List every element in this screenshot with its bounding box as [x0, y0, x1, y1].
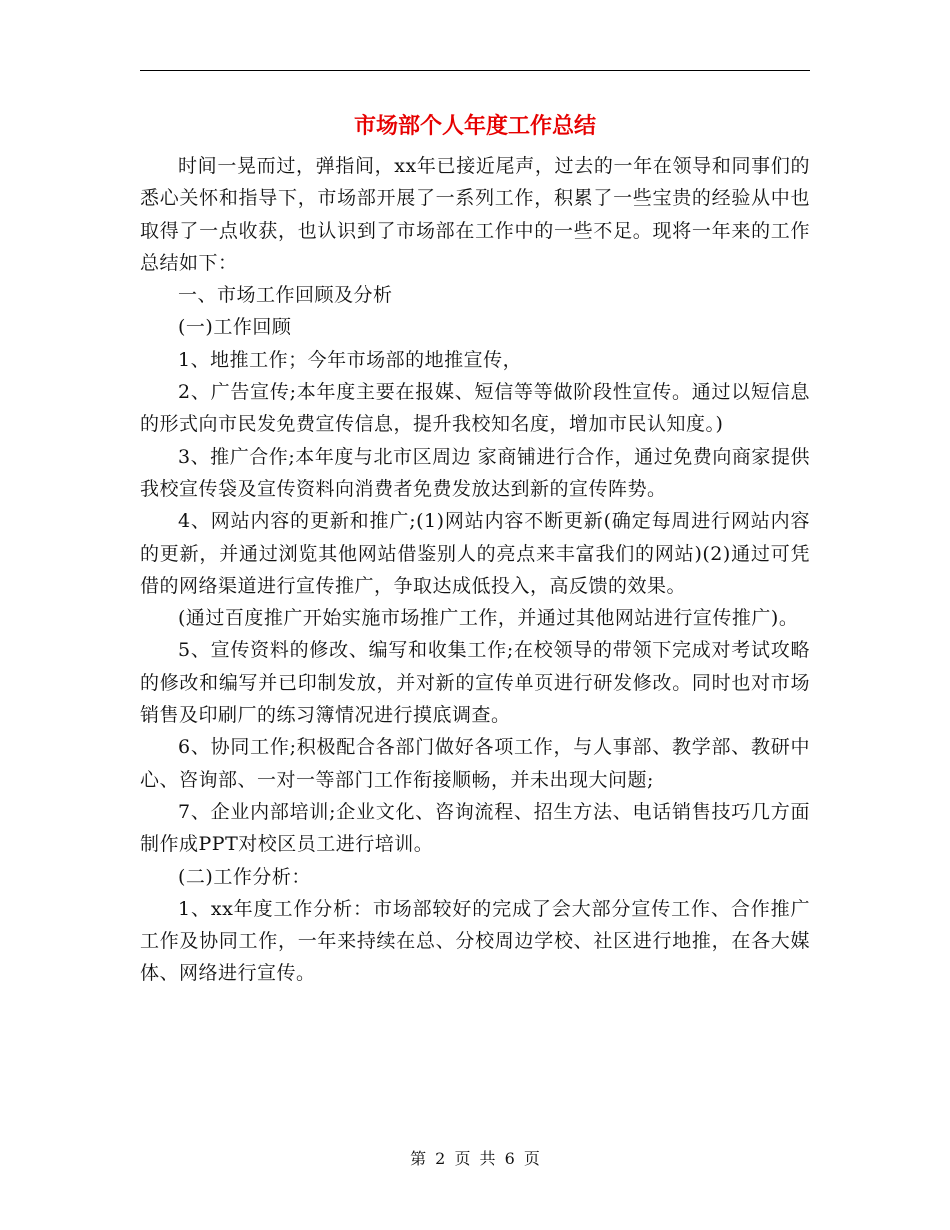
subsection-heading-work-analysis: (二)工作分析：: [178, 865, 311, 888]
document-body: [140, 150, 810, 990]
paragraph-intro: 时间一晃而过，弹指间，xx年已接近尾声，过去的一年在领导和同事们的悉心关怀和指导下，市场部开展了一系列工作，积累了一些宝贵的经验从中也取得了一点收获，也认识到了市场部在工作中的一些不足。现将一年来的工作总结如下：: [140, 155, 810, 274]
paragraph-item-5: 5、宣传资料的修改、编写和收集工作;在校领导的带领下完成对考试攻略的修改和编写并已印制发放，并对新的宣传单页进行研发修改。同时也对市场销售及印刷厂的练习簿情况进行摸底调查。: [140, 639, 810, 727]
paragraph-item-2: 2、广告宣传;本年度主要在报媒、短信等等做阶段性宣传。通过以短信息的形式向市民发免费宣传信息，提升我校知名度，增加市民认知度。): [140, 381, 810, 436]
document-title: 市场部个人年度工作总结: [353, 113, 596, 139]
page-number-footer: 第 2 页 共 6 页: [410, 1149, 540, 1168]
paragraph-analysis-1: 1、xx年度工作分析：市场部较好的完成了会大部分宣传工作、合作推广工作及协同工作，一年来持续在总、分校周边学校、社区进行地推，在各大媒体、网络进行宣传。: [140, 897, 810, 985]
paragraph-item-1: 1、地推工作；今年市场部的地推宣传，: [178, 348, 523, 371]
paragraph-item-4-note: (通过百度推广开始实施市场推广工作，并通过其他网站进行宣传推广)。: [178, 607, 799, 630]
subsection-heading-work-review: (一)工作回顾: [178, 316, 292, 339]
section-heading-review-analysis: 一、市场工作回顾及分析: [178, 284, 393, 307]
header-rule: [140, 70, 810, 71]
paragraph-item-7: 7、企业内部培训;企业文化、咨询流程、招生方法、电话销售技巧几方面制作成PPT对校区员工进行培训。: [140, 800, 810, 856]
paragraph-item-4: 4、网站内容的更新和推广;(1)网站内容不断更新(确定每周进行网站内容的更新，并通过浏览其他网站借鉴别人的亮点来丰富我们的网站)(2)通过可凭借的网络渠道进行宣传推广，争取达成低投入，高反馈的效果。: [140, 510, 810, 597]
paragraph-item-6: 6、协同工作;积极配合各部门做好各项工作，与人事部、教学部、教研中心、咨询部、一对一等部门工作衔接顺畅，并未出现大问题;: [140, 736, 810, 791]
paragraph-item-3: 3、推广合作;本年度与北市区周边 家商铺进行合作，通过免费向商家提供我校宣传袋及宣传资料向消费者免费发放达到新的宣传阵势。: [140, 445, 810, 500]
